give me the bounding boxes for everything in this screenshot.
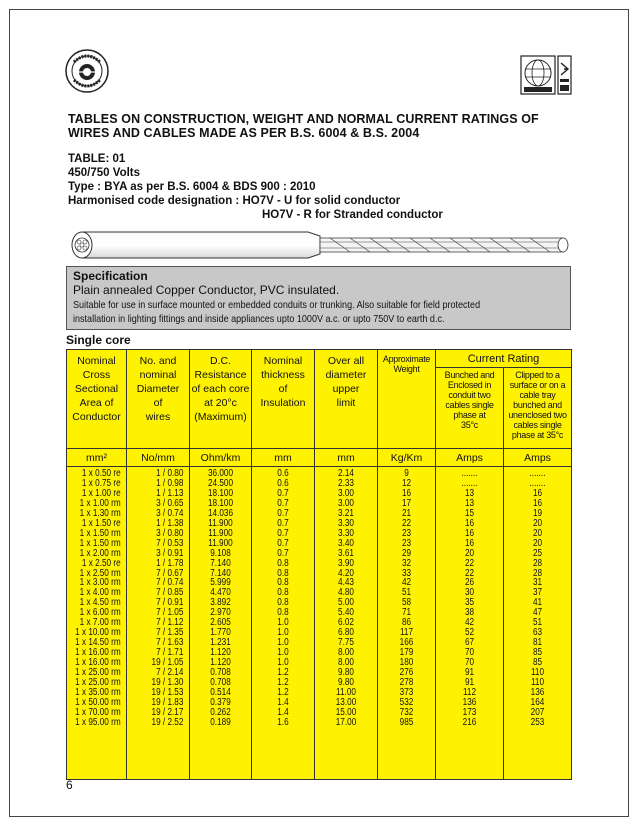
cell-bunched: 42 bbox=[464, 617, 475, 629]
header-weight: Approximate Weight bbox=[378, 350, 436, 449]
cell-insulation: 1.0 bbox=[277, 617, 289, 629]
cell-area: 1 x 35.00 rm bbox=[75, 686, 121, 698]
header-bunched: Bunched and Enclosed in conduit two cables single phase at 35°c bbox=[436, 368, 504, 449]
cell-area: 1 x 7.00 rm bbox=[79, 617, 121, 629]
voltage-rating: 450/750 Volts bbox=[68, 167, 141, 179]
unit-cell: mm bbox=[315, 449, 378, 467]
cell-bunched: 16 bbox=[464, 527, 475, 539]
cell-insulation: 1.6 bbox=[277, 716, 289, 728]
header-diameter: Over all diameter upper limit bbox=[315, 350, 378, 449]
cell-area: 1 x 0.75 re bbox=[81, 477, 121, 489]
spec-heading: Specification bbox=[73, 269, 148, 283]
specification-box bbox=[66, 266, 571, 330]
unit-cell: mm² bbox=[67, 449, 127, 467]
cell-wires: 1 / 1.38 bbox=[156, 517, 184, 529]
cell-weight: 22 bbox=[401, 517, 412, 529]
cell-clipped: 85 bbox=[532, 657, 543, 669]
cell-resistance: 2.970 bbox=[210, 607, 231, 619]
cell-bunched: 26 bbox=[464, 577, 475, 589]
cell-insulation: 0.7 bbox=[277, 517, 289, 529]
cell-resistance: 7.140 bbox=[210, 557, 231, 569]
unit-cell: Ohm/km bbox=[190, 449, 252, 467]
cell-weight: 33 bbox=[401, 567, 412, 579]
cell-wires: 7 / 1.35 bbox=[156, 627, 184, 639]
cell-wires: 19 / 2.17 bbox=[151, 706, 184, 718]
cell-weight: 373 bbox=[399, 686, 414, 698]
cell-insulation: 0.7 bbox=[277, 547, 289, 559]
cell-wires: 19 / 1.30 bbox=[151, 677, 184, 689]
unit-cell: mm bbox=[252, 449, 315, 467]
cell-wires: 1 / 0.80 bbox=[156, 468, 184, 479]
cell-diameter: 4.20 bbox=[338, 567, 354, 579]
document-title bbox=[68, 112, 568, 140]
data-body-row bbox=[67, 467, 572, 780]
cell-clipped: 207 bbox=[530, 706, 545, 718]
cell-resistance: 36.000 bbox=[207, 468, 234, 479]
cell-insulation: 1.2 bbox=[277, 686, 289, 698]
cell-clipped: 81 bbox=[532, 637, 543, 649]
cell-weight: 32 bbox=[401, 557, 412, 569]
cell-diameter: 3.30 bbox=[338, 517, 354, 529]
cell-resistance: 0.708 bbox=[210, 667, 231, 679]
cell-area: 1 x 1.30 rm bbox=[79, 507, 121, 519]
cell-area: 1 x 0.50 re bbox=[81, 468, 121, 479]
cell-wires: 1 / 0.98 bbox=[156, 477, 184, 489]
cell-diameter: 6.80 bbox=[338, 627, 354, 639]
cell-weight: 21 bbox=[401, 507, 412, 519]
cable-type: Type : BYA as per B.S. 6004 & BDS 900 : 2010 bbox=[68, 181, 316, 193]
cell-weight: 23 bbox=[401, 537, 412, 549]
cell-resistance: 11.900 bbox=[208, 537, 233, 549]
cell-resistance: 18.100 bbox=[207, 487, 234, 499]
cell-bunched: 13 bbox=[464, 497, 475, 509]
cell-weight: 278 bbox=[399, 677, 414, 689]
cell-weight: 71 bbox=[401, 607, 412, 619]
certification-logo bbox=[520, 55, 572, 95]
cell-insulation: 0.7 bbox=[277, 527, 289, 539]
cell-area: 1 x 1.00 re bbox=[81, 487, 121, 499]
cell-resistance: 11.900 bbox=[208, 527, 233, 539]
cell-insulation: 0.7 bbox=[277, 497, 289, 509]
cell-bunched: 173 bbox=[462, 706, 477, 718]
header-area: Nominal Cross Sectional Area of Conductor bbox=[67, 350, 127, 449]
cell-insulation: 0.8 bbox=[277, 607, 289, 619]
cell-diameter: 5.40 bbox=[338, 607, 354, 619]
cell-bunched: 70 bbox=[464, 647, 475, 659]
table-meta bbox=[68, 152, 443, 222]
cell-bunched: 112 bbox=[462, 686, 477, 698]
cell-bunched: 15 bbox=[464, 507, 475, 519]
cell-clipped: 16 bbox=[532, 497, 543, 509]
cell-weight: 12 bbox=[401, 477, 412, 489]
cell-resistance: 0.379 bbox=[210, 696, 231, 708]
cell-diameter: 6.02 bbox=[338, 617, 354, 629]
cell-area: 1 x 4.00 rm bbox=[79, 587, 121, 599]
cell-bunched: 16 bbox=[464, 537, 475, 549]
cell-area: 1 x 25.00 rm bbox=[75, 667, 121, 679]
spec-usage-line-1: Suitable for use in surface mounted or embedded conduits or trunking. Also suitable for field protected bbox=[73, 299, 481, 311]
cell-weight: 532 bbox=[399, 696, 414, 708]
cell-clipped: 31 bbox=[532, 577, 543, 589]
cell-resistance: 1.120 bbox=[210, 647, 231, 659]
cell-weight: 9 bbox=[404, 468, 409, 479]
cable-illustration bbox=[68, 230, 573, 260]
cell-wires: 7 / 0.74 bbox=[156, 577, 184, 589]
cell-diameter: 3.00 bbox=[338, 497, 354, 509]
cell-weight: 117 bbox=[399, 627, 414, 639]
cell-bunched: 13 bbox=[464, 487, 475, 499]
cell-wires: 3 / 0.74 bbox=[156, 507, 184, 519]
cell-resistance: 1.231 bbox=[210, 637, 231, 649]
cell-insulation: 0.7 bbox=[277, 507, 289, 519]
cell-wires: 3 / 0.80 bbox=[156, 527, 184, 539]
cell-clipped: ....... bbox=[529, 468, 546, 479]
cell-insulation: 0.8 bbox=[277, 597, 289, 609]
cell-wires: 1 / 1.13 bbox=[156, 487, 184, 499]
cell-resistance: 14.036 bbox=[207, 507, 234, 519]
cell-wires: 7 / 1.71 bbox=[156, 647, 184, 659]
cell-bunched: 70 bbox=[464, 657, 475, 669]
cell-wires: 7 / 1.63 bbox=[156, 637, 184, 649]
cell-area: 1 x 10.00 rm bbox=[75, 627, 121, 639]
cell-diameter: 17.00 bbox=[335, 716, 357, 728]
cell-weight: 166 bbox=[399, 637, 414, 649]
cell-area: 1 x 50.00 rm bbox=[75, 696, 121, 708]
cell-resistance: 0.514 bbox=[210, 686, 231, 698]
cell-area: 1 x 1.00 rm bbox=[79, 497, 121, 509]
cell-insulation: 0.7 bbox=[277, 487, 289, 499]
harmonised-code-stranded: HO7V - R for Stranded conductor bbox=[262, 209, 443, 221]
cell-diameter: 11.00 bbox=[336, 686, 356, 698]
cell-diameter: 2.33 bbox=[338, 477, 354, 489]
cell-wires: 19 / 1.83 bbox=[151, 696, 184, 708]
cell-diameter: 8.00 bbox=[338, 657, 354, 669]
cell-wires: 7 / 0.91 bbox=[156, 597, 184, 609]
cell-diameter: 2.14 bbox=[338, 468, 354, 479]
cell-diameter: 3.61 bbox=[338, 547, 354, 559]
cell-insulation: 0.8 bbox=[277, 567, 289, 579]
cell-diameter: 4.80 bbox=[338, 587, 354, 599]
cell-wires: 7 / 0.85 bbox=[156, 587, 184, 599]
column-diameter bbox=[315, 467, 378, 780]
cell-bunched: 22 bbox=[464, 557, 475, 569]
cell-bunched: 91 bbox=[464, 677, 475, 689]
unit-cell: No/mm bbox=[127, 449, 190, 467]
cell-area: 1 x 14.50 rm bbox=[75, 637, 121, 649]
cell-clipped: 25 bbox=[532, 547, 543, 559]
cell-insulation: 1.4 bbox=[277, 706, 289, 718]
company-logo bbox=[64, 48, 110, 94]
title-line-2: WIRES AND CABLES MADE AS PER B.S. 6004 & B.S. 2004 bbox=[68, 126, 420, 140]
cell-area: 1 x 3.00 rm bbox=[79, 577, 121, 589]
cell-wires: 19 / 2.52 bbox=[151, 716, 184, 728]
cell-resistance: 1.770 bbox=[210, 627, 231, 639]
cell-diameter: 3.00 bbox=[338, 487, 354, 499]
cell-weight: 58 bbox=[401, 597, 412, 609]
cell-clipped: 16 bbox=[532, 487, 543, 499]
cell-resistance: 18.100 bbox=[207, 497, 234, 509]
cell-insulation: 1.0 bbox=[277, 637, 289, 649]
cell-bunched: 216 bbox=[462, 716, 477, 728]
cell-bunched: 38 bbox=[464, 607, 475, 619]
cell-area: 1 x 16.00 rm bbox=[75, 657, 121, 669]
unit-cell: Amps bbox=[504, 449, 572, 467]
cell-insulation: 1.2 bbox=[277, 667, 289, 679]
cell-weight: 985 bbox=[399, 716, 414, 728]
cell-bunched: ....... bbox=[461, 468, 478, 479]
spec-usage-line-2: installation in lighting fittings and inside appliances upto 1000V a.c. or upto 750V to earth d.c. bbox=[73, 313, 445, 325]
cell-insulation: 1.0 bbox=[277, 627, 289, 639]
cell-wires: 19 / 1.53 bbox=[151, 686, 184, 698]
units-row bbox=[67, 449, 572, 467]
cell-resistance: 3.892 bbox=[210, 597, 231, 609]
unit-cell: Kg/Km bbox=[378, 449, 436, 467]
cell-diameter: 3.30 bbox=[338, 527, 354, 539]
cell-weight: 42 bbox=[401, 577, 412, 589]
cell-clipped: 136 bbox=[530, 686, 545, 698]
cell-wires: 1 / 1.78 bbox=[156, 557, 184, 569]
cell-bunched: 35 bbox=[464, 597, 475, 609]
cell-clipped: 20 bbox=[532, 537, 543, 549]
cell-bunched: 67 bbox=[464, 637, 475, 649]
cell-area: 1 x 2.00 rm bbox=[79, 547, 121, 559]
column-area bbox=[67, 467, 127, 780]
header-insulation: Nominal thickness of Insulation bbox=[252, 350, 315, 449]
cell-resistance: 24.500 bbox=[207, 477, 234, 489]
cell-clipped: 63 bbox=[532, 627, 543, 639]
cell-diameter: 15.00 bbox=[335, 706, 357, 718]
cell-weight: 23 bbox=[401, 527, 412, 539]
cell-resistance: 0.189 bbox=[210, 716, 231, 728]
cell-area: 1 x 70.00 rm bbox=[75, 706, 121, 718]
cell-insulation: 0.8 bbox=[277, 577, 289, 589]
cell-resistance: 0.262 bbox=[210, 706, 231, 718]
cell-clipped: 110 bbox=[530, 667, 545, 679]
cell-insulation: 1.4 bbox=[277, 696, 289, 708]
cell-area: 1 x 1.50 re bbox=[81, 517, 121, 529]
cell-resistance: 7.140 bbox=[210, 567, 231, 579]
cell-clipped: 85 bbox=[532, 647, 543, 659]
cell-wires: 7 / 1.12 bbox=[156, 617, 184, 629]
cell-area: 1 x 1.50 rm bbox=[79, 527, 121, 539]
cell-wires: 7 / 1.05 bbox=[156, 607, 184, 619]
cell-clipped: 51 bbox=[532, 617, 543, 629]
spec-conductor: Plain annealed Copper Conductor, PVC insulated. bbox=[73, 283, 340, 297]
unit-cell: Amps bbox=[436, 449, 504, 467]
cell-diameter: 7.75 bbox=[338, 637, 354, 649]
cell-resistance: 11.900 bbox=[208, 517, 233, 529]
cell-area: 1 x 4.50 rm bbox=[79, 597, 121, 609]
cell-resistance: 5.999 bbox=[210, 577, 231, 589]
table-header-row bbox=[67, 350, 572, 368]
column-insulation bbox=[252, 467, 315, 780]
cell-resistance: 9.108 bbox=[210, 547, 231, 559]
cell-bunched: 136 bbox=[462, 696, 477, 708]
column-wires bbox=[127, 467, 190, 780]
cell-clipped: 41 bbox=[532, 597, 543, 609]
cell-wires: 7 / 2.14 bbox=[156, 667, 184, 679]
column-bunched bbox=[436, 467, 504, 780]
cell-diameter: 3.21 bbox=[338, 507, 354, 519]
cell-clipped: 20 bbox=[532, 527, 543, 539]
cell-diameter: 5.00 bbox=[338, 597, 354, 609]
cell-diameter: 3.90 bbox=[338, 557, 354, 569]
column-clipped bbox=[504, 467, 572, 780]
cell-diameter: 3.40 bbox=[338, 537, 354, 549]
cell-insulation: 1.0 bbox=[277, 657, 289, 669]
header-current-rating: Current Rating bbox=[436, 350, 572, 368]
cell-clipped: 20 bbox=[532, 517, 543, 529]
cell-wires: 3 / 0.65 bbox=[156, 497, 184, 509]
cell-weight: 732 bbox=[399, 706, 414, 718]
cell-resistance: 2.605 bbox=[210, 617, 231, 629]
cell-resistance: 4.470 bbox=[210, 587, 231, 599]
header-resistance: D.C. Resistance of each core at 20°c (Maximum) bbox=[190, 350, 252, 449]
cell-insulation: 1.0 bbox=[277, 647, 289, 659]
cell-bunched: 22 bbox=[464, 567, 475, 579]
cell-area: 1 x 6.00 rm bbox=[79, 607, 121, 619]
cell-wires: 19 / 1.05 bbox=[151, 657, 184, 669]
cell-area: 1 x 16.00 rm bbox=[75, 647, 121, 659]
page-number: 6 bbox=[66, 778, 73, 792]
cell-insulation: 0.6 bbox=[277, 468, 289, 479]
cell-bunched: 30 bbox=[464, 587, 475, 599]
cell-clipped: 110 bbox=[530, 677, 545, 689]
cell-weight: 180 bbox=[399, 657, 414, 669]
cell-weight: 29 bbox=[401, 547, 412, 559]
table-number: TABLE: 01 bbox=[68, 153, 126, 165]
title-line-1: TABLES ON CONSTRUCTION, WEIGHT AND NORMAL CURRENT RATINGS OF bbox=[68, 112, 539, 126]
cell-diameter: 8.00 bbox=[338, 647, 354, 659]
header-clipped: Clipped to a surface or on a cable tray bunched and unenclosed two cables single phase at 35°c bbox=[504, 368, 572, 449]
cell-bunched: ....... bbox=[461, 477, 478, 489]
cell-area: 1 x 2.50 rm bbox=[79, 567, 121, 579]
cell-insulation: 0.8 bbox=[277, 587, 289, 599]
cell-clipped: 164 bbox=[530, 696, 545, 708]
cell-insulation: 0.8 bbox=[277, 557, 289, 569]
cell-bunched: 16 bbox=[464, 517, 475, 529]
cell-clipped: 47 bbox=[532, 607, 543, 619]
cell-clipped: 37 bbox=[532, 587, 543, 599]
cell-resistance: 0.708 bbox=[210, 677, 231, 689]
cell-weight: 17 bbox=[401, 497, 412, 509]
cell-area: 1 x 2.50 re bbox=[81, 557, 121, 569]
cell-weight: 51 bbox=[401, 587, 412, 599]
header-wires: No. and nominal Diameter of wires bbox=[127, 350, 190, 449]
column-weight bbox=[378, 467, 436, 780]
cell-area: 1 x 25.00 rm bbox=[75, 677, 121, 689]
cell-wires: 7 / 0.67 bbox=[156, 567, 184, 579]
cell-clipped: 28 bbox=[532, 557, 543, 569]
cell-diameter: 13.00 bbox=[335, 696, 357, 708]
cable-data-table bbox=[66, 349, 572, 780]
cell-weight: 276 bbox=[399, 667, 414, 679]
cell-insulation: 1.2 bbox=[277, 677, 289, 689]
cell-clipped: 19 bbox=[532, 507, 543, 519]
cell-weight: 86 bbox=[401, 617, 412, 629]
cell-weight: 16 bbox=[401, 487, 412, 499]
cell-insulation: 0.7 bbox=[277, 537, 289, 549]
cell-clipped: 28 bbox=[532, 567, 543, 579]
cell-area: 1 x 1.50 rm bbox=[79, 537, 121, 549]
cell-bunched: 52 bbox=[464, 627, 475, 639]
cell-bunched: 20 bbox=[464, 547, 475, 559]
cell-wires: 7 / 0.53 bbox=[156, 537, 184, 549]
cell-resistance: 1.120 bbox=[210, 657, 231, 669]
cell-diameter: 9.80 bbox=[338, 677, 354, 689]
section-heading: Single core bbox=[66, 333, 131, 347]
cell-clipped: ....... bbox=[529, 477, 546, 489]
cell-insulation: 0.6 bbox=[277, 477, 289, 489]
cell-bunched: 91 bbox=[464, 667, 475, 679]
cell-diameter: 4.43 bbox=[338, 577, 354, 589]
cell-clipped: 253 bbox=[530, 716, 545, 728]
cell-diameter: 9.80 bbox=[338, 667, 354, 679]
cell-area: 1 x 95.00 rm bbox=[75, 716, 121, 728]
column-resistance bbox=[190, 467, 252, 780]
cell-weight: 179 bbox=[399, 647, 414, 659]
cell-wires: 3 / 0.91 bbox=[156, 547, 184, 559]
harmonised-code: Harmonised code designation : HO7V - U for solid conductor bbox=[68, 195, 401, 207]
